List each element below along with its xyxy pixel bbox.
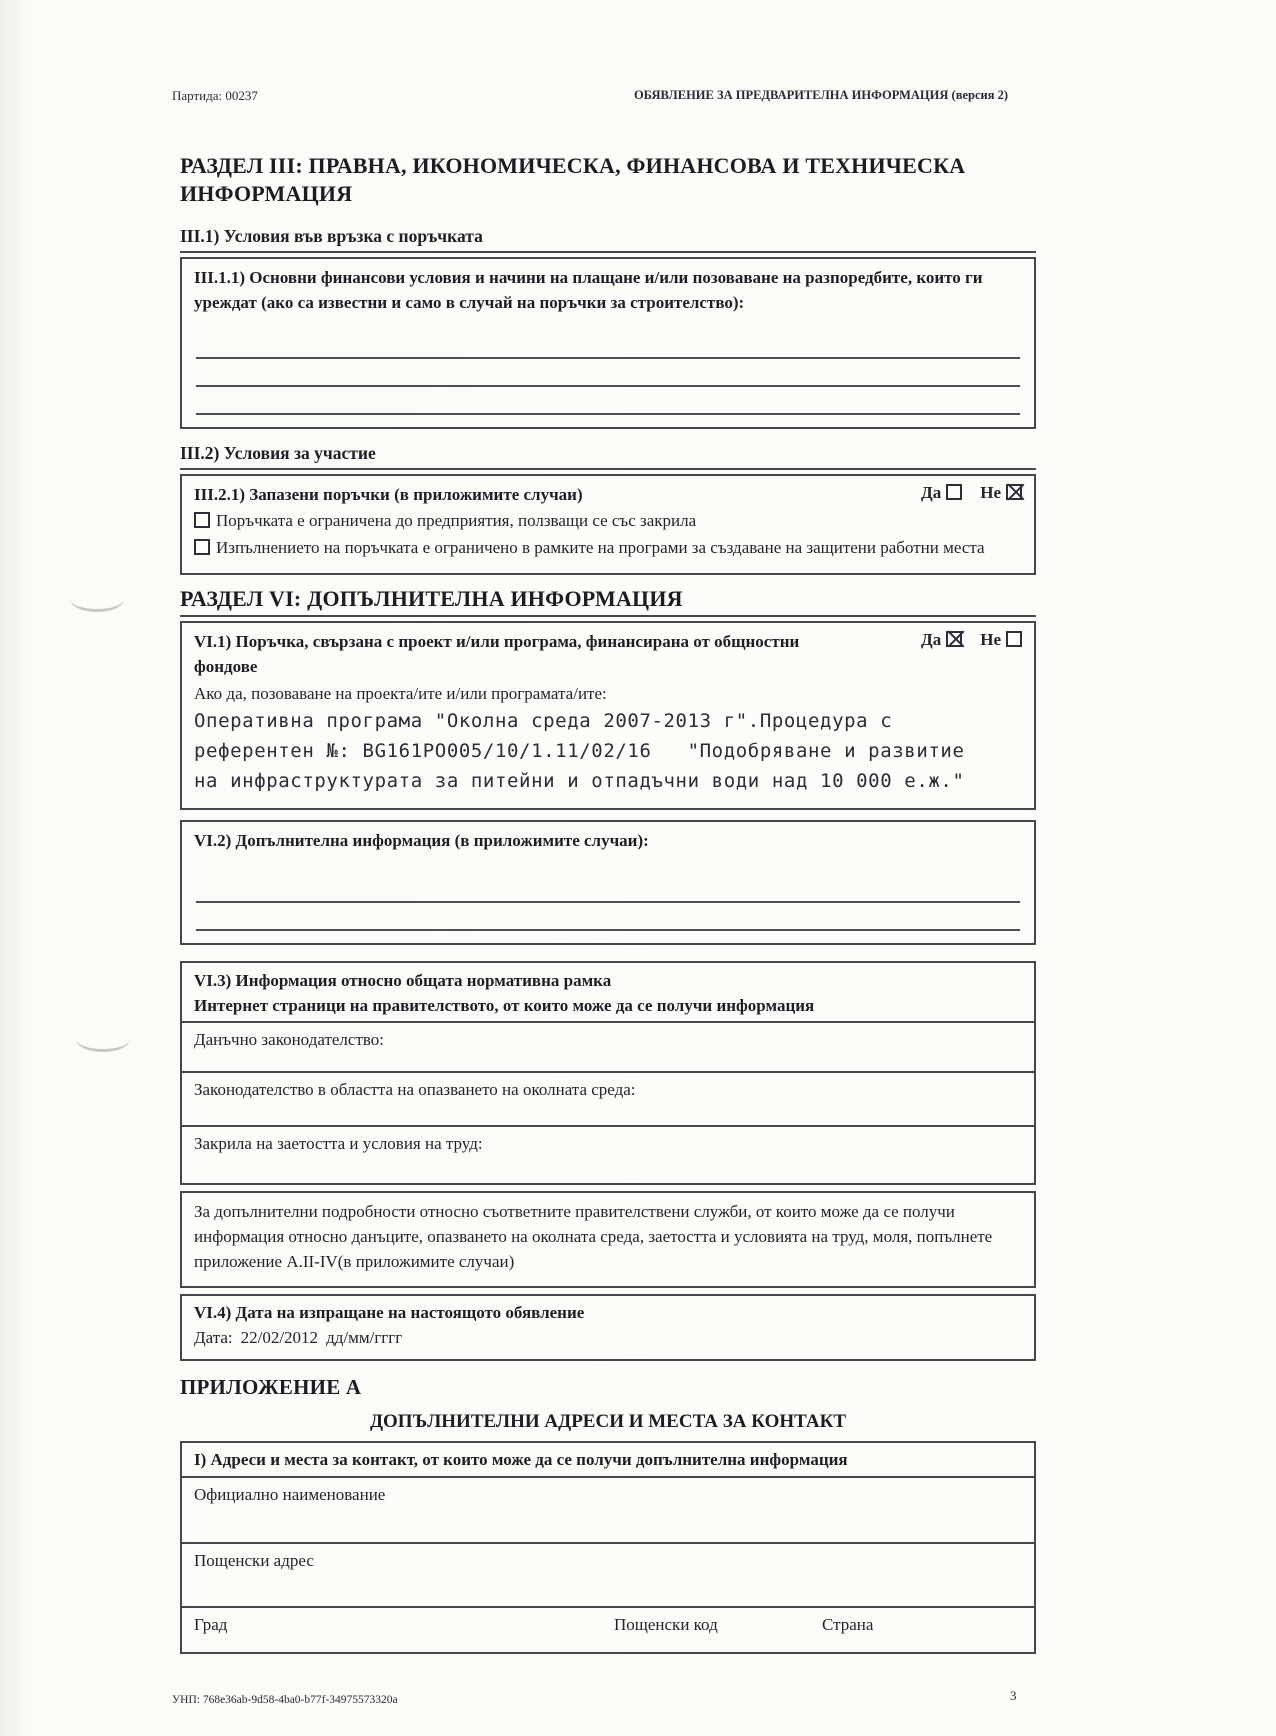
checkbox-no-vi-1: [1006, 631, 1022, 647]
box-annex-contacts: [180, 1441, 1036, 1654]
vi-3-heading-block: [182, 963, 1034, 1023]
checkbox-yes-iii-2-1: [946, 484, 962, 500]
field-postal-address: Пощенски адрес: [182, 1544, 1034, 1608]
row-environment-legislation: Законодателство в областта на опазването на околната среда:: [182, 1073, 1034, 1127]
footer-unp-id: УНП: 768e36ab-9d58-4ba0-b77f-34975573320a: [172, 1694, 398, 1706]
form-content: [180, 0, 1036, 1654]
scan-artifact: [76, 1026, 130, 1052]
annex-a-title: ПРИЛОЖЕНИЕ А: [180, 1375, 362, 1399]
blank-write-line: [196, 331, 1020, 359]
field-label-iii-2-1: III.2.1) Запазени поръчки (в приложимите случаи): [194, 485, 583, 504]
field-label-vi-3: VI.3) Информация относно общата нормативна рамка: [194, 971, 612, 990]
box-vi-1: [180, 621, 1036, 810]
programme-reference-line: Оперативна програма "Околна среда 2007-2013 г".Процедура с: [194, 710, 893, 732]
field-label-vi-4: VI.4) Дата на изпращане на настоящото обявление: [194, 1303, 585, 1322]
yes-no-group-iii-2-1: [921, 483, 1022, 503]
city-postal-country-row: [182, 1608, 1034, 1652]
option-restricted-enterprises: [194, 508, 1022, 534]
checkbox-no-iii-2-1: [1006, 484, 1022, 500]
box-iii-1-1: [180, 257, 1036, 429]
no-label: Не: [980, 483, 1001, 502]
vi-3-sublabel: Интернет страници на правителството, от които може да се получи информация: [194, 996, 815, 1015]
section-vi-title: РАЗДЕЛ VI: ДОПЪЛНИТЕЛНА ИНФОРМАЦИЯ: [180, 585, 1036, 617]
box-iii-2-1: [180, 474, 1036, 575]
date-value: 22/02/2012: [240, 1328, 319, 1347]
field-country: Страна: [822, 1615, 874, 1634]
batch-number: Партида: 00237: [172, 88, 258, 103]
section-iii-title: РАЗДЕЛ III: ПРАВНА, ИКОНОМИЧЕСКА, ФИНАНСОВА И ТЕХНИЧЕСКА ИНФОРМАЦИЯ: [180, 153, 966, 206]
if-yes-label: Ако да, позоваване на проекта/ите и/или програмата/ите:: [194, 684, 607, 703]
field-label-iii-1-1: III.1.1) Основни финансови условия и начини на плащане и/или позоваване на разпоредбите, които ги уреждат (ако са известни и само в случай на поръчки за строителство):: [194, 268, 983, 312]
blank-write-line: [196, 387, 1020, 415]
option-sheltered-jobs: [194, 535, 1022, 561]
date-format-hint: дд/мм/гггг: [326, 1328, 403, 1347]
row-employment-protection: Закрила на заетостта и условия на труд:: [194, 1134, 483, 1153]
field-label-vi-1: VI.1) Поръчка, свързана с проект и/или програма, финансирана от общностни фондове: [194, 632, 800, 676]
vi-3-note-text: За допълнителни подробности относно съответните правителствени служби, от които може да се получи информация относно данъците, опазването на околната среда, заетостта и условията на труд, моля, попълнете приложение A.II-IV(в приложимите случаи): [194, 1202, 993, 1271]
no-label: Не: [980, 630, 1001, 649]
footer-page-number: 3: [1010, 1688, 1017, 1703]
field-label-vi-2: VI.2) Допълнителна информация (в приложимите случаи):: [194, 831, 649, 850]
field-postal-code: Пощенски код: [614, 1615, 718, 1634]
programme-reference-line: на инфраструктурата за питейни и отпадъчни води над 10 000 е.ж.": [194, 770, 965, 792]
row-tax-legislation: Данъчно законодателство:: [182, 1023, 1034, 1073]
blank-write-line: [196, 359, 1020, 387]
document-type-title: ОБЯВЛЕНИЕ ЗА ПРЕДВАРИТЕЛНА ИНФОРМАЦИЯ (версия 2): [633, 88, 1008, 102]
yes-no-group-vi-1: [921, 630, 1022, 650]
option-1-label: Поръчката е ограничена до предприятия, ползващи се със закрила: [216, 511, 697, 530]
checkbox-yes-vi-1: [946, 631, 962, 647]
blank-write-line: [196, 875, 1020, 903]
box-vi-3: [180, 961, 1036, 1185]
box-vi-2: [180, 820, 1036, 945]
annex-section-i-heading: I) Адреси и места за контакт, от които може да се получи допълнителна информация: [182, 1443, 1034, 1478]
yes-label: Да: [921, 630, 942, 649]
checkbox-option-1: [194, 512, 210, 528]
heading-iii-1: III.1) Условия във връзка с поръчката: [180, 224, 1036, 253]
annex-a-subtitle: ДОПЪЛНИТЕЛНИ АДРЕСИ И МЕСТА ЗА КОНТАКТ: [369, 1411, 847, 1432]
scan-artifact: [70, 586, 124, 612]
field-city: Град: [194, 1615, 228, 1634]
heading-iii-2: III.2) Условия за участие: [180, 441, 1036, 470]
box-vi-4: [180, 1294, 1036, 1361]
date-label: Дата:: [194, 1328, 233, 1347]
programme-reference-line: референтен №: BG161PO005/10/1.11/02/16 "Подобряване и развитие: [194, 740, 965, 762]
blank-write-line: [196, 903, 1020, 931]
option-2-label: Изпълнението на поръчката е ограничено в рамките на програми за създаване на защитени работни места: [216, 538, 985, 557]
field-official-name: Официално наименование: [182, 1478, 1034, 1544]
yes-label: Да: [921, 483, 942, 502]
dispatch-date-line: [194, 1325, 1022, 1351]
box-vi-3-note: [180, 1191, 1036, 1288]
checkbox-option-2: [194, 539, 210, 555]
